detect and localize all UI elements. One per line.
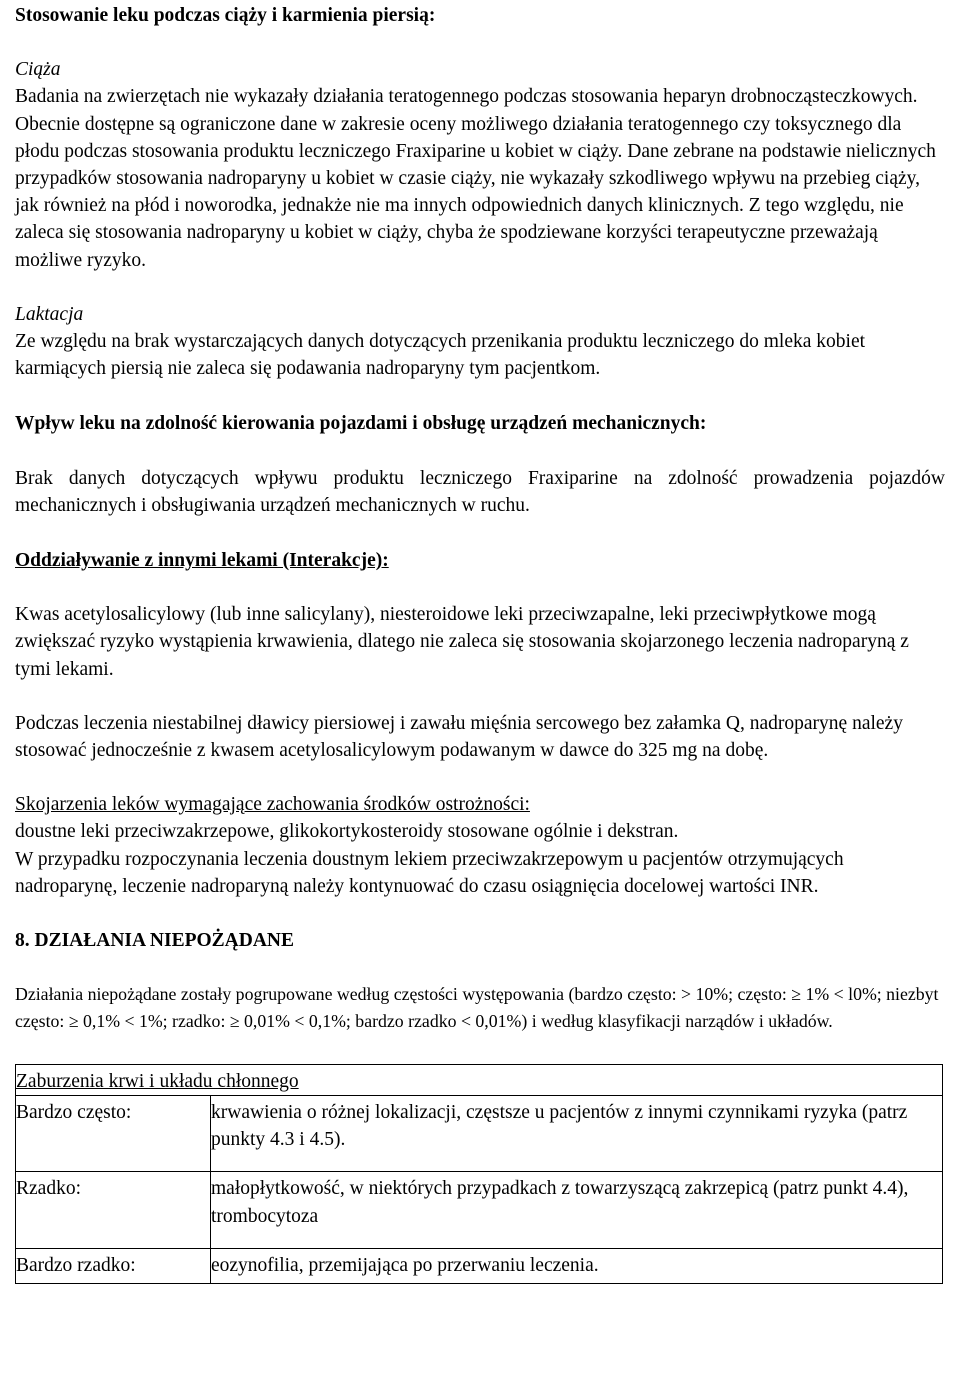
table-row-value: małopłytkowość, w niektórych przypadkach z towarzyszącą zakrzepicą (patrz punkt 4.4), trombocytoza — [211, 1172, 943, 1248]
driving-paragraph: Brak danych dotyczących wpływu produktu leczniczego Fraxiparine na zdolność prowadzenia pojazdów mechanicznych i obsługiwania urządzeń mechanicznych w ruchu. — [15, 467, 945, 516]
caution-line-1: doustne leki przeciwzakrzepowe, glikokortykosteroidy stosowane ogólnie i dekstran. — [15, 821, 679, 843]
table-row-label: Rzadko: — [16, 1172, 211, 1248]
adverse-intro: Działania niepożądane zostały pogrupowane według częstości występowania (bardzo często: > 10%; często: ≥ 1% < l0%; niezbyt często: ≥ 0,1% < 1%; rzadko: ≥ 0,01% < 0,1%; bardzo rzadko < 0,01%) i według klasyfikacji narządów i układów. — [15, 984, 939, 1032]
pregnancy-heading: Stosowanie leku podczas ciąży i karmienia piersią: — [15, 5, 436, 26]
driving-heading: Wpływ leku na zdolność kierowania pojazdami i obsługę urządzeń mechanicznych: — [15, 413, 707, 435]
table-row — [16, 1172, 943, 1248]
lactation-subheading: Laktacja — [15, 303, 84, 325]
table-row — [16, 1248, 943, 1283]
lactation-paragraph: Ze względu na brak wystarczających danych dotyczących przenikania produktu leczniczego do mleka kobiet karmiących piersią nie zaleca się podawania nadroparyny tym pacjentkom. — [15, 331, 866, 380]
table-row — [16, 1095, 943, 1171]
pregnancy-subheading: Ciąża — [15, 59, 61, 81]
interactions-heading: Oddziaływanie z innymi lekami (Interakcje): — [15, 550, 389, 572]
caution-subheading: Skojarzenia leków wymagające zachowania środków ostrożności: — [15, 794, 530, 816]
table-row-value: eozynofilia, przemijająca po przerwaniu leczenia. — [211, 1248, 943, 1283]
interactions-paragraph-2: Podczas leczenia niestabilnej dławicy piersiowej i zawału mięśnia sercowego bez załamka Q, nadroparynę należy stosować jednocześnie z kwasem acetylosalicylowym podawanym w dawce do 325 mg na dobę. — [15, 712, 903, 762]
adverse-effects-table — [15, 1064, 943, 1284]
interactions-paragraph-1: Kwas acetylosalicylowy (lub inne salicylany), niesteroidowe leki przeciwzapalne, leki przeciwpłytkowe mogą zwiększać ryzyko wystąpienia krwawienia, dlatego nie zaleca się stosowania skojarzonego leczenia nadroparyną z tymi lekami. — [15, 604, 909, 680]
table-caption-cell — [16, 1064, 943, 1095]
table-row-value: krwawienia o różnej lokalizacji, częstsze u pacjentów z innymi czynnikami ryzyka (patrz punkty 4.3 i 4.5). — [211, 1095, 943, 1171]
caution-line-2: W przypadku rozpoczynania leczenia doustnym lekiem przeciwzakrzepowym u pacjentów otrzymujących nadroparynę, leczenie nadroparyną należy kontynuować do czasu osiągnięcia docelowej wartości INR. — [15, 848, 844, 897]
adverse-heading: 8. DZIAŁANIA NIEPOŻĄDANE — [15, 930, 294, 952]
table-row-label: Bardzo często: — [16, 1095, 211, 1171]
pregnancy-paragraph: Badania na zwierzętach nie wykazały działania teratogennego podczas stosowania heparyn drobnocząsteczkowych. Obecnie dostępne są ograniczone dane w zakresie oceny możliwego działania teratogennego czy toksycznego dla płodu podczas stosowania produktu leczniczego Fraxiparine u kobiet w ciąży. Dane zebrane na podstawie nielicznych przypadków stosowania nadroparyny u kobiet w czasie ciąży, nie wykazały szkodliwego wpływu na przebieg ciąży, jak również na płód i noworodka, jednakże nie ma innych odpowiednich danych klinicznych. Z tego względu, nie zaleca się stosowania nadroparyny u kobiet w ciąży, chyba że spodziewane korzyści terapeutyczne przeważają możliwe ryzyko. — [15, 86, 936, 271]
document-page — [15, 0, 945, 1284]
table-caption: Zaburzenia krwi i układu chłonnego — [16, 1070, 299, 1092]
table-row-label: Bardzo rzadko: — [16, 1248, 211, 1283]
